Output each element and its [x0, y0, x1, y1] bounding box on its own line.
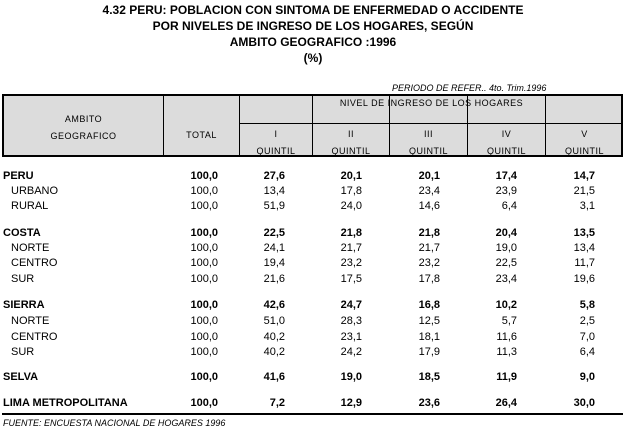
table-row-costa-norte [0, 241, 626, 255]
cell-total: 100,0 [190, 331, 218, 343]
cell-quintil-4: 22,5 [495, 257, 517, 269]
cell-quintil-3: 21,8 [418, 227, 440, 239]
quintil-label: QUINTIL [486, 146, 526, 156]
cell-quintil-1: 40,2 [263, 331, 285, 343]
cell-quintil-5: 19,6 [573, 273, 595, 285]
table-units: (%) [303, 51, 323, 65]
cell-quintil-5: 9,0 [579, 371, 595, 383]
cell-quintil-5: 14,7 [573, 170, 595, 182]
cell-quintil-1: 27,6 [263, 170, 285, 182]
row-label: COSTA [3, 227, 41, 239]
cell-quintil-3: 23,4 [418, 185, 440, 197]
header-quintil-3 [390, 129, 467, 157]
cell-total: 100,0 [190, 371, 218, 383]
table-row-peru [0, 169, 626, 183]
table-bottom-rule [2, 413, 623, 415]
header-divider [239, 123, 623, 124]
cell-quintil-4: 20,4 [495, 227, 517, 239]
table-row-costa-sur [0, 272, 626, 286]
table-title-line-1: 4.32 PERU: POBLACION CON SINTOMA DE ENFERMEDAD O ACCIDENTE [102, 3, 524, 17]
cell-quintil-2: 23,2 [340, 257, 362, 269]
cell-total: 100,0 [190, 185, 218, 197]
quintil-label: QUINTIL [564, 146, 604, 156]
quintil-label: QUINTIL [331, 146, 371, 156]
cell-quintil-2: 24,2 [340, 346, 362, 358]
row-label: RURAL [11, 200, 49, 212]
header-ambito [4, 114, 163, 142]
cell-quintil-1: 7,2 [269, 397, 285, 409]
cell-total: 100,0 [190, 200, 218, 212]
cell-quintil-5: 13,5 [573, 227, 595, 239]
cell-total: 100,0 [190, 397, 218, 409]
row-label: CENTRO [11, 331, 58, 343]
reference-period: PERIODO DE REFER.. 4to. Trim.1996 [392, 83, 547, 93]
quintil-label: QUINTIL [408, 146, 448, 156]
cell-quintil-2: 23,1 [340, 331, 362, 343]
cell-total: 100,0 [190, 257, 218, 269]
cell-quintil-3: 18,5 [418, 371, 440, 383]
table-row-selva [0, 370, 626, 384]
header-ambito-line-1: AMBITO [64, 114, 103, 124]
table-row-rural [0, 199, 626, 213]
header-quintil-5 [546, 129, 623, 157]
header-quintil-4 [468, 129, 545, 157]
cell-quintil-2: 17,8 [340, 185, 362, 197]
quintil-number: II [347, 129, 354, 139]
cell-quintil-5: 13,4 [573, 242, 595, 254]
cell-quintil-4: 6,4 [501, 200, 517, 212]
cell-quintil-4: 23,9 [495, 185, 517, 197]
cell-quintil-2: 21,7 [340, 242, 362, 254]
cell-quintil-1: 51,0 [263, 315, 285, 327]
cell-total: 100,0 [190, 170, 218, 182]
row-label: SELVA [3, 371, 39, 383]
header-quintil-2 [313, 129, 389, 157]
cell-quintil-1: 22,5 [263, 227, 285, 239]
cell-total: 100,0 [190, 227, 218, 239]
cell-quintil-4: 26,4 [495, 397, 517, 409]
cell-quintil-2: 24,7 [340, 299, 362, 311]
cell-quintil-4: 17,4 [495, 170, 517, 182]
cell-quintil-2: 17,5 [340, 273, 362, 285]
cell-quintil-5: 7,0 [579, 331, 595, 343]
cell-total: 100,0 [190, 242, 218, 254]
table-row-urbano [0, 184, 626, 198]
cell-quintil-5: 21,5 [573, 185, 595, 197]
table-row-sierra [0, 298, 626, 312]
cell-quintil-1: 51,9 [263, 200, 285, 212]
cell-quintil-3: 16,8 [418, 299, 440, 311]
cell-total: 100,0 [190, 299, 218, 311]
cell-quintil-1: 13,4 [263, 185, 285, 197]
cell-quintil-5: 5,8 [579, 299, 595, 311]
cell-quintil-1: 40,2 [263, 346, 285, 358]
cell-quintil-1: 21,6 [263, 273, 285, 285]
cell-quintil-2: 21,8 [340, 227, 362, 239]
header-ambito-line-2: GEOGRAFICO [50, 131, 117, 141]
table-row-costa-centro [0, 256, 626, 270]
cell-quintil-2: 19,0 [340, 371, 362, 383]
cell-quintil-4: 23,4 [495, 273, 517, 285]
header-total: TOTAL [186, 130, 217, 140]
cell-quintil-2: 20,1 [340, 170, 362, 182]
cell-quintil-3: 23,6 [418, 397, 440, 409]
header-divider [163, 94, 164, 157]
cell-quintil-1: 41,6 [263, 371, 285, 383]
row-label: NORTE [11, 315, 50, 327]
cell-quintil-2: 24,0 [340, 200, 362, 212]
row-label: SIERRA [3, 299, 45, 311]
quintil-label: QUINTIL [256, 146, 296, 156]
quintil-number: V [581, 129, 588, 139]
cell-quintil-4: 10,2 [495, 299, 517, 311]
cell-quintil-4: 11,9 [496, 371, 517, 383]
row-label: PERU [3, 170, 34, 182]
cell-quintil-3: 17,9 [418, 346, 440, 358]
cell-quintil-5: 11,7 [574, 257, 595, 269]
cell-quintil-5: 6,4 [579, 346, 595, 358]
cell-total: 100,0 [190, 273, 218, 285]
table-row-sierra-centro [0, 330, 626, 344]
cell-total: 100,0 [190, 315, 218, 327]
cell-quintil-1: 24,1 [263, 242, 285, 254]
row-label: SUR [11, 346, 35, 358]
header-nivel-ingreso: NIVEL DE INGRESO DE LOS HOGARES [339, 98, 524, 108]
table-title-line-2: POR NIVELES DE INGRESO DE LOS HOGARES, SEGÚN [152, 19, 474, 33]
cell-quintil-4: 11,6 [496, 331, 517, 343]
row-label: SUR [11, 273, 35, 285]
cell-quintil-3: 12,5 [418, 315, 440, 327]
table-row-sierra-norte [0, 314, 626, 328]
row-label: NORTE [11, 242, 50, 254]
row-label: LIMA METROPOLITANA [3, 397, 128, 409]
table-row-sierra-sur [0, 345, 626, 359]
cell-quintil-2: 28,3 [340, 315, 362, 327]
cell-quintil-4: 19,0 [495, 242, 517, 254]
cell-quintil-5: 30,0 [573, 397, 595, 409]
cell-quintil-3: 20,1 [418, 170, 440, 182]
table-row-lima-metropolitana [0, 396, 626, 410]
quintil-number: IV [501, 129, 512, 139]
cell-quintil-2: 12,9 [340, 397, 362, 409]
cell-quintil-5: 3,1 [579, 200, 595, 212]
quintil-number: III [423, 129, 433, 139]
cell-quintil-3: 17,8 [418, 273, 440, 285]
table-row-costa [0, 226, 626, 240]
cell-quintil-1: 19,4 [263, 257, 285, 269]
header-quintil-1 [240, 129, 312, 157]
cell-quintil-3: 21,7 [418, 242, 440, 254]
table-title-line-3: AMBITO GEOGRAFICO :1996 [229, 35, 397, 49]
cell-quintil-5: 2,5 [579, 315, 595, 327]
cell-quintil-4: 11,3 [496, 346, 517, 358]
table-source-note: FUENTE: ENCUESTA NACIONAL DE HOGARES 1996 [3, 418, 226, 428]
quintil-number: I [274, 129, 278, 139]
cell-quintil-1: 42,6 [263, 299, 285, 311]
cell-total: 100,0 [190, 346, 218, 358]
row-label: CENTRO [11, 257, 58, 269]
cell-quintil-3: 14,6 [418, 200, 440, 212]
cell-quintil-3: 18,1 [418, 331, 440, 343]
row-label: URBANO [11, 185, 59, 197]
cell-quintil-3: 23,2 [418, 257, 440, 269]
cell-quintil-4: 5,7 [501, 315, 517, 327]
